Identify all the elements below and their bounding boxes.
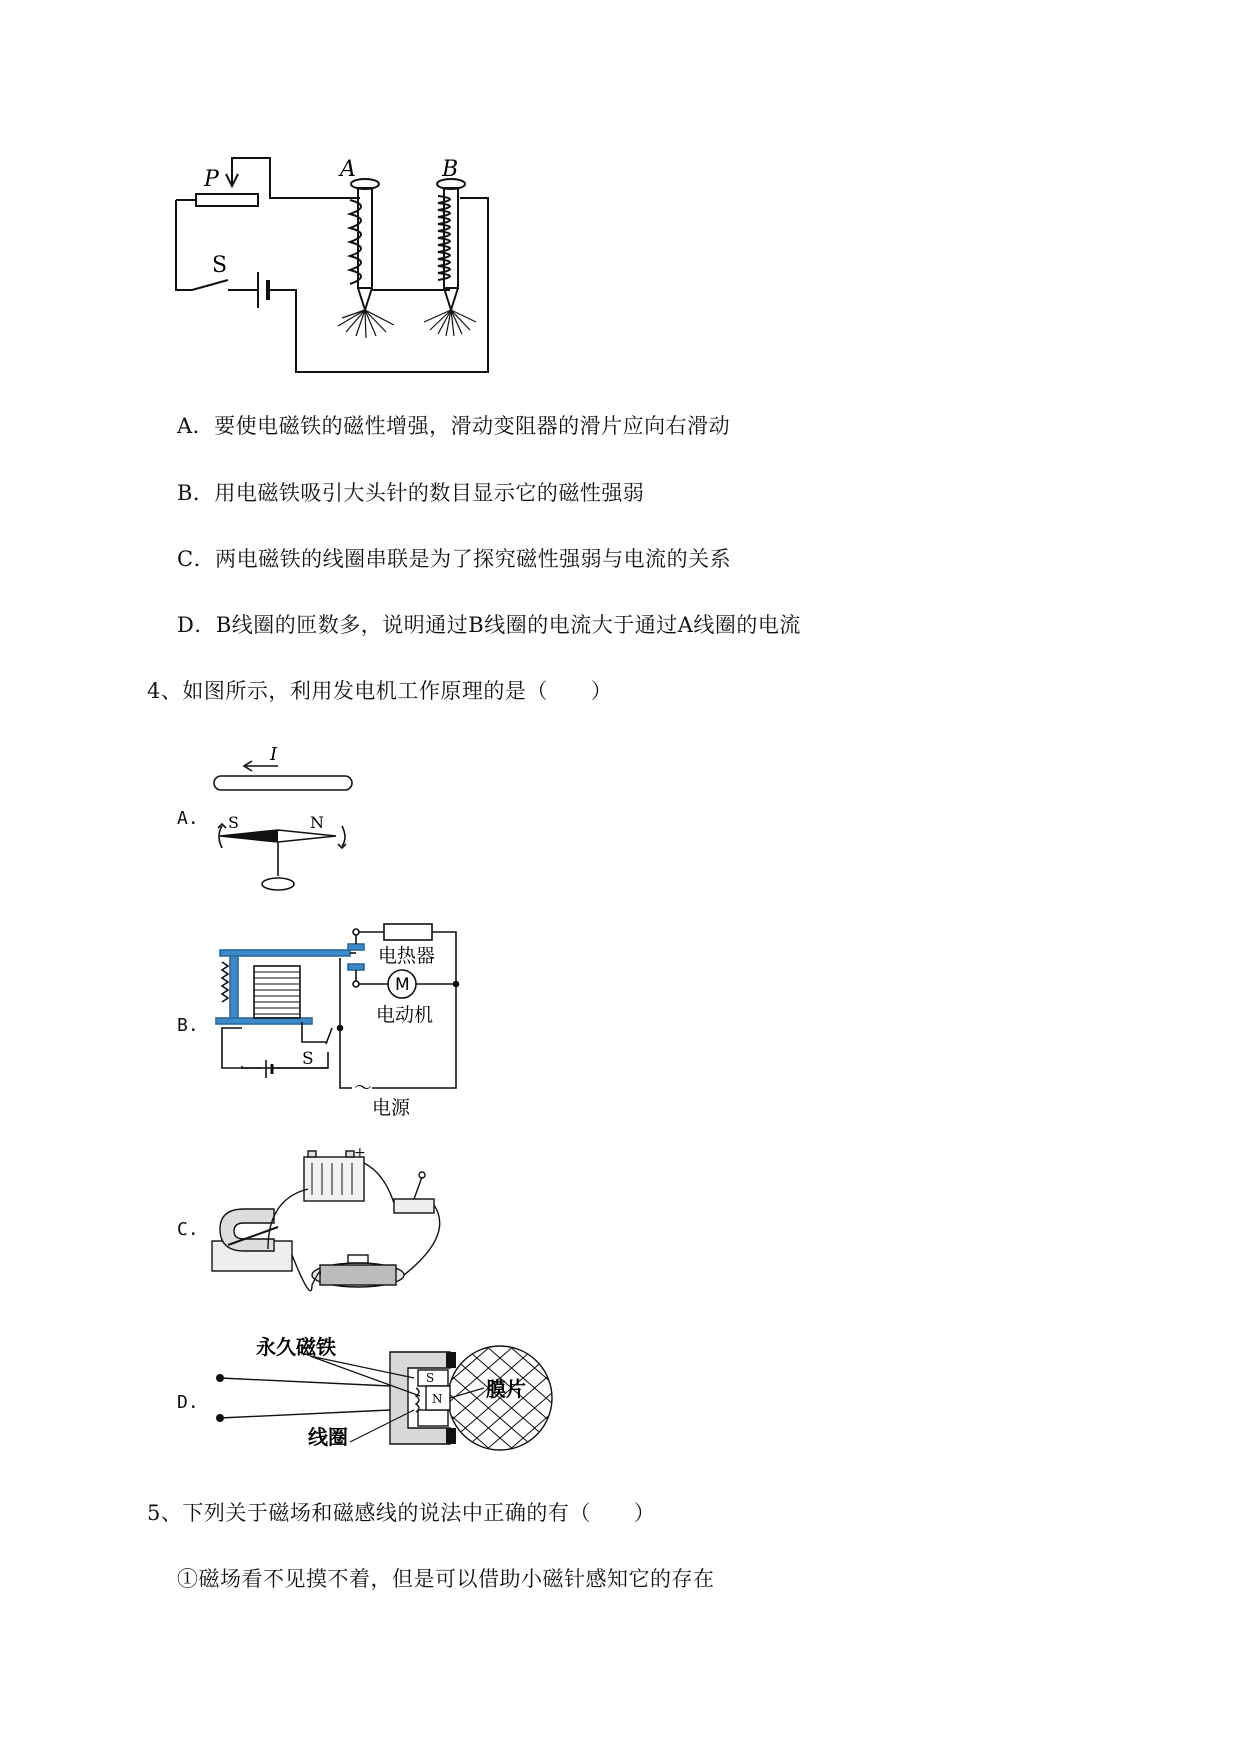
motor-label: 电动机 [376, 1004, 434, 1026]
magnet-b-label: B [442, 157, 459, 182]
battery-plus-label: + [354, 1145, 366, 1161]
q4-option-d-label: D. [177, 1392, 199, 1413]
mic-s-label: S [426, 1371, 435, 1385]
q4-figure-a-oersted [208, 738, 358, 898]
q4-stem: 4、如图所示，利用发电机工作原理的是（ ） [147, 679, 613, 703]
q4-figure-d-microphone [200, 1330, 560, 1460]
q3-option-d: D．B线圈的匝数多，说明通过B线圈的电流大于通过A线圈的电流 [177, 613, 801, 637]
magnet-a-label: A [340, 157, 356, 182]
needle-n-label: N [310, 813, 324, 832]
permanent-magnet-label: 永久磁铁 [256, 1335, 336, 1359]
q5-stem: 5、下列关于磁场和磁感线的说法中正确的有（ ） [147, 1501, 656, 1525]
q4-option-b-label: B. [177, 1015, 199, 1036]
q4-figure-b-relay [208, 918, 468, 1118]
q3-circuit-figure [170, 150, 500, 380]
heater-label: 电热器 [378, 945, 436, 967]
q3-option-c: C．两电磁铁的线圈串联是为了探究磁性强弱与电流的关系 [177, 547, 732, 571]
switch-label: S [212, 253, 228, 278]
motor-symbol: M [395, 975, 410, 995]
q4-option-c-label: C. [177, 1219, 199, 1240]
rheostat-label: P [204, 167, 219, 192]
needle-s-label: S [228, 813, 239, 832]
relay-switch-label: S [302, 1049, 314, 1069]
q3-option-a: A．要使电磁铁的磁性增强，滑动变阻器的滑片应向右滑动 [177, 414, 731, 438]
q3-option-b: B．用电磁铁吸引大头针的数目显示它的磁性强弱 [177, 481, 645, 505]
q5-item-1: ①磁场看不见摸不着，但是可以借助小磁针感知它的存在 [177, 1567, 715, 1591]
current-label: I [270, 744, 278, 765]
q4-option-a-label: A. [177, 808, 199, 829]
mic-n-label: N [432, 1392, 443, 1406]
ac-symbol: ～ [354, 1078, 372, 1099]
diaphragm-label: 膜片 [486, 1377, 526, 1401]
q4-figure-c-motor-experiment [208, 1145, 458, 1315]
power-source-label: 电源 [372, 1097, 411, 1118]
coil-label: 线圈 [308, 1425, 348, 1449]
